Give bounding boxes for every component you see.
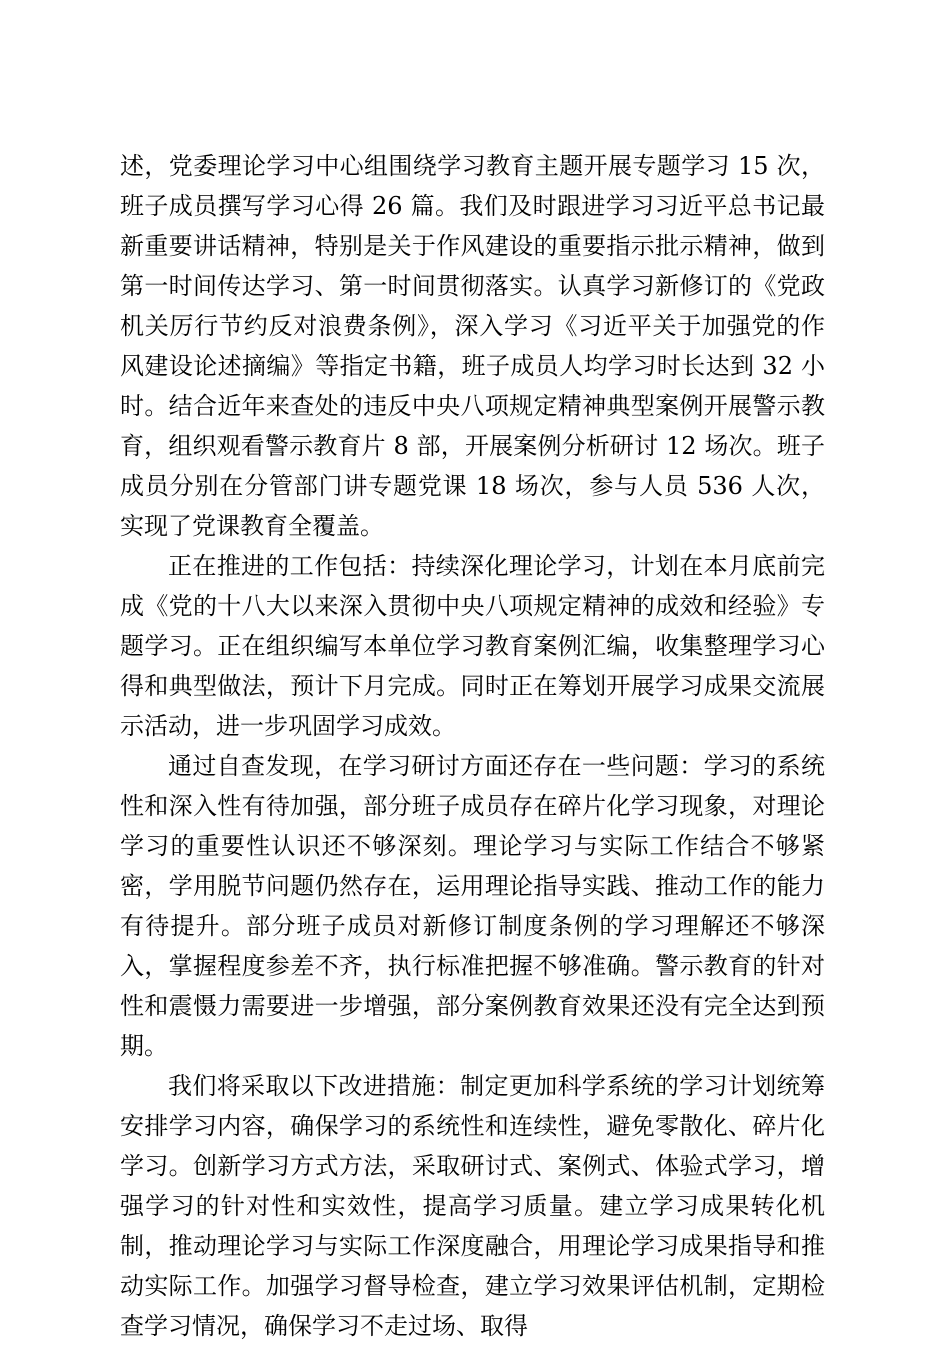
document-body: [120, 146, 825, 1346]
paragraph-continuation: 述，党委理论学习中心组围绕学习教育主题开展专题学习 15 次，班子成员撰写学习心得 26 篇。我们及时跟进学习习近平总书记最新重要讲话精神，特别是关于作风建设的重要指示批示精神，做到第一时间传达学习、第一时间贯彻落实。认真学习新修订的《党政机关厉行节约反对浪费条例》，深入学习《习近平关于加强党的作风建设论述摘编》等指定书籍，班子成员人均学习时长达到 32 小时。结合近年来查处的违反中央八项规定精神典型案例开展警示教育，组织观看警示教育片 8 部，开展案例分析研讨 12 场次。班子成员分别在分管部门讲专题党课 18 场次，参与人员 536 人次，实现了党课教育全覆盖。: [120, 152, 825, 540]
paragraph-problems: 通过自查发现，在学习研讨方面还存在一些问题：学习的系统性和深入性有待加强，部分班子成员存在碎片化学习现象，对理论学习的重要性认识还不够深刻。理论学习与实际工作结合不够紧密，学用脱节问题仍然存在，运用理论指导实践、推动工作的能力有待提升。部分班子成员对新修订制度条例的学习理解还不够深入，掌握程度参差不齐，执行标准把握不够准确。警示教育的针对性和震慑力需要进一步增强，部分案例教育效果还没有完全达到预期。: [120, 752, 825, 1060]
paragraph-ongoing-work: 正在推进的工作包括：持续深化理论学习，计划在本月底前完成《党的十八大以来深入贯彻中央八项规定精神的成效和经验》专题学习。正在组织编写本单位学习教育案例汇编，收集整理学习心得和典型做法，预计下月完成。同时正在筹划开展学习成果交流展示活动，进一步巩固学习成效。: [120, 552, 825, 740]
paragraph-improvements: 我们将采取以下改进措施：制定更加科学系统的学习计划统筹安排学习内容，确保学习的系统性和连续性，避免零散化、碎片化学习。创新学习方式方法，采取研讨式、案例式、体验式学习，增强学习的针对性和实效性，提高学习质量。建立学习成果转化机制，推动理论学习与实际工作深度融合，用理论学习成果指导和推动实际工作。加强学习督导检查，建立学习效果评估机制，定期检查学习情况，确保学习不走过场、取得: [120, 1072, 825, 1340]
